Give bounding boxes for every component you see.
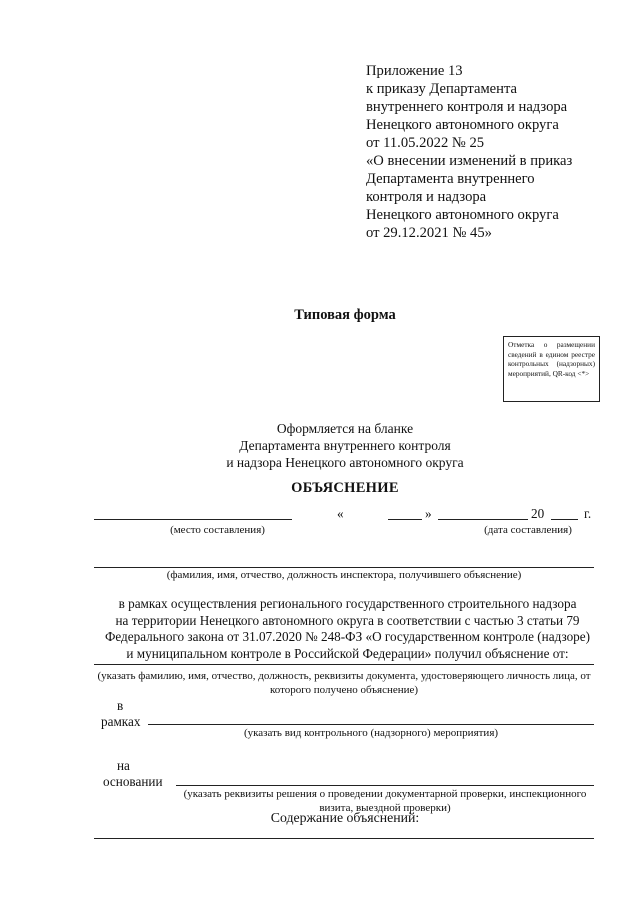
basis-label-2: основании [103, 774, 163, 789]
inspector-caption: (фамилия, имя, отчество, должность инспектора, получившего объяснение) [166, 569, 522, 581]
date-caption: (дата составления) [484, 524, 572, 536]
appendix-line: контроля и надзора [366, 189, 487, 205]
year-field[interactable] [551, 519, 578, 520]
within-caption: (указать вид контрольного (надзорного) мероприятия) [243, 727, 499, 739]
person-caption [94, 670, 594, 697]
place-field[interactable] [94, 519, 292, 520]
basis-field[interactable] [176, 785, 594, 786]
year-prefix: 20 [531, 506, 545, 521]
day-field[interactable] [388, 519, 422, 520]
appendix-line: Ненецкого автономного округа [366, 117, 559, 133]
basis-caption-line: (указать реквизиты решения о проведении документарной проверки, инспекционного [183, 788, 587, 800]
open-quote: « [337, 506, 344, 521]
blank-note [170, 420, 520, 471]
blank-note-line: и надзора Ненецкого автономного округа [226, 455, 464, 470]
appendix-line: Департамента внутреннего [366, 171, 535, 187]
main-text-line: в рамках осуществления регионального государственного строительного надзора [118, 596, 577, 611]
close-quote: » [425, 506, 432, 521]
appendix-line: от 11.05.2022 № 25 [366, 135, 485, 151]
year-suffix: г. [584, 506, 592, 521]
person-caption-line: которого получено объяснение) [269, 683, 419, 696]
within-label-1: в [117, 698, 124, 713]
month-field[interactable] [438, 519, 528, 520]
form-title: Типовая форма [294, 307, 396, 323]
person-field[interactable] [94, 664, 594, 665]
place-caption: (место составления) [170, 524, 265, 536]
basis-caption-line: визита, выездной проверки) [319, 801, 451, 814]
appendix-line: «О внесении изменений в приказ [366, 153, 573, 169]
appendix-line: от 29.12.2021 № 45» [366, 225, 492, 241]
appendix-line: Ненецкого автономного округа [366, 207, 559, 223]
appendix-line: внутреннего контроля и надзора [366, 99, 568, 115]
basis-label-1: на [117, 758, 130, 773]
document-title: ОБЪЯСНЕНИЕ [291, 480, 399, 496]
content-label: Содержание объяснений: [270, 810, 420, 825]
inspector-field[interactable] [94, 567, 594, 568]
appendix-header [366, 62, 626, 242]
control-event-field[interactable] [148, 724, 594, 725]
person-caption-line: (указать фамилию, имя, отчество, должность, реквизиты документа, удостоверяющего личность лица, от [97, 670, 591, 682]
blank-note-line: Департамента внутреннего контроля [239, 438, 451, 453]
main-text-line: Федерального закона от 31.07.2020 № 248-ФЗ «О государственном контроле (надзоре) [104, 629, 591, 645]
main-text-line: и муниципальном контроле в Российской Федерации» получил объяснение от: [126, 645, 569, 661]
appendix-line: Приложение 13 [366, 63, 463, 79]
qr-code-notice-box: Отметка о размещении сведений в едином реестре контрольных (надзорных) мероприятий, QR-код <*> [503, 336, 600, 402]
within-label-2: рамках [101, 714, 141, 729]
main-text-line: на территории Ненецкого автономного округа в соответствии с частью 3 статьи 79 [115, 612, 580, 628]
blank-note-line: Оформляется на бланке [276, 421, 414, 436]
main-paragraph [100, 596, 595, 662]
content-field[interactable] [94, 838, 594, 839]
appendix-line: к приказу Департамента [366, 81, 517, 97]
